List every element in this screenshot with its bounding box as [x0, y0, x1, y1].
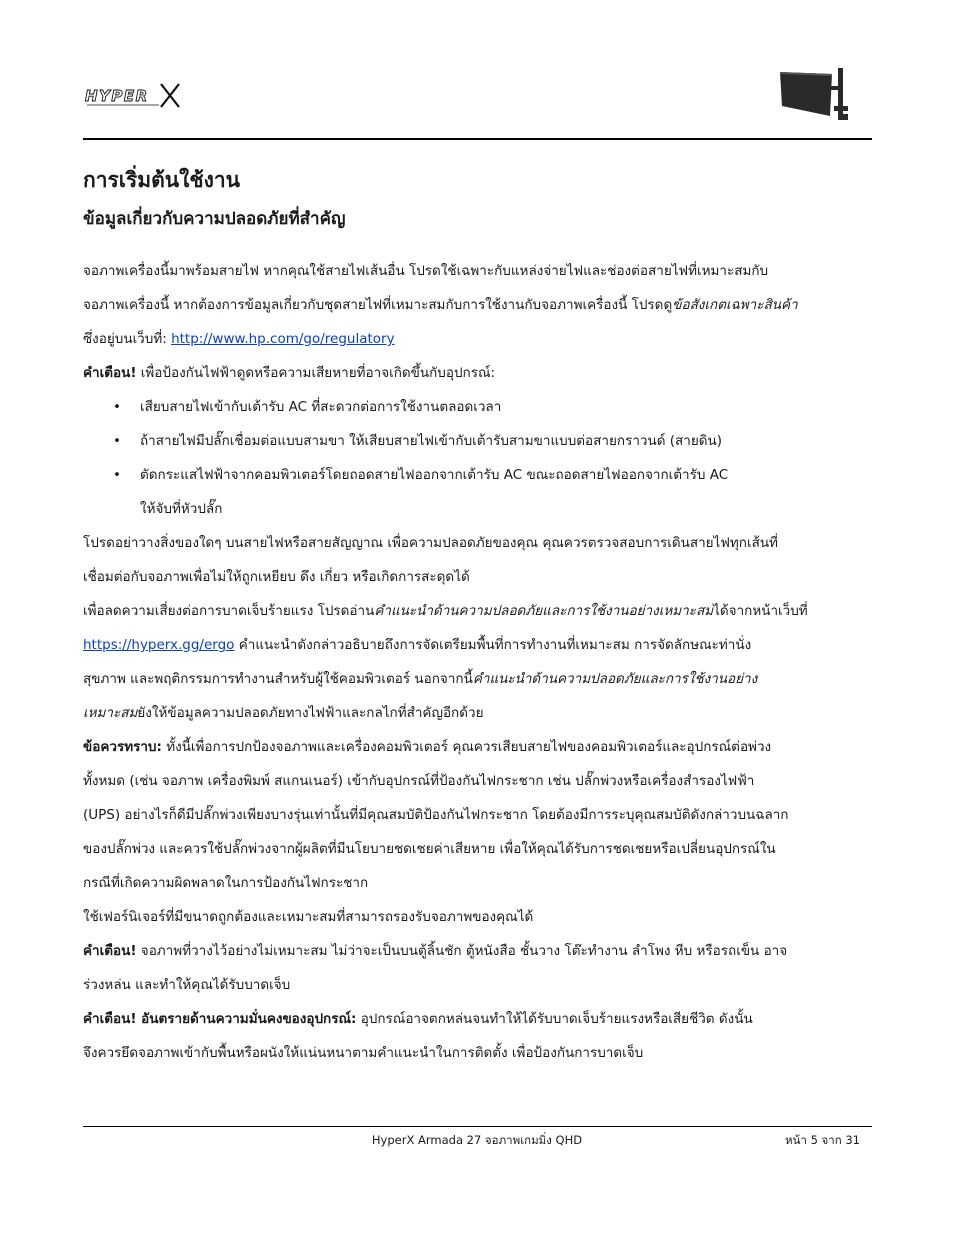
warning-bullet-list: [83, 390, 872, 526]
svg-text:HYPER: HYPER: [85, 87, 149, 105]
warning-electric-shock: [83, 356, 872, 390]
text: เพื่อลดความเสี่ยงต่อการบาดเจ็บร้ายแรง โปรดอ่าน: [83, 603, 375, 619]
text: เพื่อป้องกันไฟฟ้าดูดหรือความเสียหายที่อาจเกิดขึ้นกับอุปกรณ์:: [136, 365, 496, 381]
warning-label: คำเตือน! อันตรายด้านความมั่นคงของอุปกรณ์:: [83, 1011, 357, 1027]
paragraph-furniture: ใช้เฟอร์นิเจอร์ที่มีขนาดถูกต้องและเหมาะสมที่สามารถรองรับจอภาพของคุณได้: [83, 909, 534, 925]
warning-stability: [83, 1002, 872, 1070]
text: สุขภาพ และพฤติกรรมการทำงานสำหรับผู้ใช้คอมพิวเตอร์ นอกจากนี้: [83, 671, 473, 687]
footer-divider: [83, 1126, 872, 1127]
text: ถ้าสายไฟมีปลั๊กเชื่อมต่อแบบสามขา ให้เสียบสายไฟเข้ากับเต้ารับสามขาแบบต่อสายกราวนด์ (สายดิน): [140, 433, 723, 449]
hyperx-logo: [83, 80, 183, 110]
paragraph-ergonomics: [83, 594, 872, 730]
text: ของปลั๊กพ่วง และควรใช้ปลั๊กพ่วงจากผู้ผลิตที่มีนโยบายชดเชยค่าเสียหาย เพื่อให้คุณได้รับการชดเชยหรือเปลี่ยนอุปกรณ์ใน: [83, 841, 776, 857]
list-item: [83, 458, 872, 526]
page-number: หน้า 5 จาก 31: [785, 1133, 860, 1147]
warning-label: คำเตือน!: [83, 943, 137, 959]
text: ทั้งนี้เพื่อการปกป้องจอภาพและเครื่องคอมพิวเตอร์ คุณควรเสียบสายไฟของคอมพิวเตอร์และอุปกรณ์ต่อพ่วง: [161, 739, 772, 755]
note-label: ข้อควรทราบ:: [83, 739, 162, 755]
text: โปรดอย่าวางสิ่งของใดๆ บนสายไฟหรือสายสัญญาณ เพื่อความปลอดภัยของคุณ คุณควรตรวจสอบการเดินสายไฟทุกเส้นที่: [83, 535, 778, 551]
list-item: [83, 390, 872, 424]
regulatory-link[interactable]: http://www.hp.com/go/regulatory: [171, 331, 395, 347]
monitor-arm-mount-icon: [776, 66, 856, 126]
italic-doc-title: คำแนะนำด้านความปลอดภัยและการใช้งานอย่างเหมาะสม: [374, 603, 714, 619]
text: เสียบสายไฟเข้ากับเต้ารับ AC ที่สะดวกต่อการใช้งานตลอดเวลา: [140, 399, 502, 415]
text: ตัดกระแสไฟฟ้าจากคอมพิวเตอร์โดยถอดสายไฟออกจากเต้ารับ AC ขณะถอดสายไฟออกจากเต้ารับ AC: [140, 467, 729, 483]
text: ได้จากหน้าเว็บที่: [713, 603, 808, 619]
text: อุปกรณ์อาจตกหล่นจนทำให้ได้รับบาดเจ็บร้ายแรงหรือเสียชีวิต ดังนั้น: [356, 1011, 753, 1027]
italic-doc-title: คำแนะนำด้านความปลอดภัยและการใช้งานอย่าง: [472, 671, 758, 687]
page-header: [83, 66, 872, 138]
text: ให้จับที่หัวปลั๊ก: [140, 501, 223, 517]
bullet-icon: •: [113, 467, 121, 483]
italic-doc-title: เหมาะสม: [83, 705, 138, 721]
page-title: การเริ่มต้นใช้งาน: [83, 168, 240, 192]
text: กรณีที่เกิดความผิดพลาดในการป้องกันไฟกระชาก: [83, 875, 369, 891]
page-content: [83, 160, 872, 1070]
italic-doc-title: ข้อสังเกตเฉพาะสินค้า: [672, 297, 798, 313]
section-heading: ข้อมูลเกี่ยวกับความปลอดภัยที่สำคัญ: [83, 209, 346, 229]
footer-title: HyperX Armada 27 จอภาพเกมมิ่ง QHD: [371, 1133, 583, 1147]
text: คำแนะนำดังกล่าวอธิบายถึงการจัดเตรียมพื้นที่การทำงานที่เหมาะสม การจัดลักษณะท่านั่ง: [234, 637, 752, 653]
warning-label: คำเตือน!: [83, 365, 137, 381]
ergo-link[interactable]: https://hyperx.gg/ergo: [83, 637, 235, 653]
bullet-icon: •: [113, 433, 121, 449]
text: จึงควรยึดจอภาพเข้ากับพื้นหรือผนังให้แน่นหนาตามคำแนะนำในการติดตั้ง เพื่อป้องกันการบาดเจ็บ: [83, 1045, 644, 1061]
bullet-icon: •: [113, 399, 121, 415]
text: ร่วงหล่น และทำให้คุณได้รับบาดเจ็บ: [83, 977, 291, 993]
text: จอภาพที่วางไว้อย่างไม่เหมาะสม ไม่ว่าจะเป็นบนตู้ลิ้นชัก ตู้หนังสือ ชั้นวาง โต๊ะทำงาน ลำโพง หีบ หรือรถเข็น อาจ: [136, 943, 788, 959]
note-surge-protection: [83, 730, 872, 900]
header-divider: [83, 138, 872, 140]
paragraph-cable-routing: [83, 526, 872, 594]
text: ซึ่งอยู่บนเว็บที่:: [83, 331, 172, 347]
text: (UPS) อย่างไรก็ดีมีปลั๊กพ่วงเพียงบางรุ่นเท่านั้นที่มีคุณสมบัติป้องกันไฟกระชาก โดยต้องมีการระบุคุณสมบัติดังกล่าวบนฉลาก: [83, 807, 789, 823]
text: จอภาพเครื่องนี้มาพร้อมสายไฟ หากคุณใช้สายไฟเส้นอื่น โปรดใช้เฉพาะกับแหล่งจ่ายไฟและช่องต่อสายไฟที่เหมาะสมกับ: [83, 263, 769, 279]
text: ทั้งหมด (เช่น จอภาพ เครื่องพิมพ์ สแกนเนอร์) เข้ากับอุปกรณ์ที่ป้องกันไฟกระชาก เช่น ปลั๊กพ่วงหรือเครื่องสำรองไฟฟ้า: [83, 773, 755, 789]
list-item: [83, 424, 872, 458]
warning-placement: [83, 934, 872, 1002]
paragraph-power-cord: [83, 254, 872, 356]
text: จอภาพเครื่องนี้ หากต้องการข้อมูลเกี่ยวกับชุดสายไฟที่เหมาะสมกับการใช้งานกับจอภาพเครื่องนี้ โปรดดู: [83, 297, 673, 313]
text: ยังให้ข้อมูลความปลอดภัยทางไฟฟ้าและกลไกที่สำคัญอีกด้วย: [137, 705, 484, 721]
text: เชื่อมต่อกับจอภาพเพื่อไม่ให้ถูกเหยียบ ดึง เกี่ยว หรือเกิดการสะดุดได้: [83, 569, 470, 585]
